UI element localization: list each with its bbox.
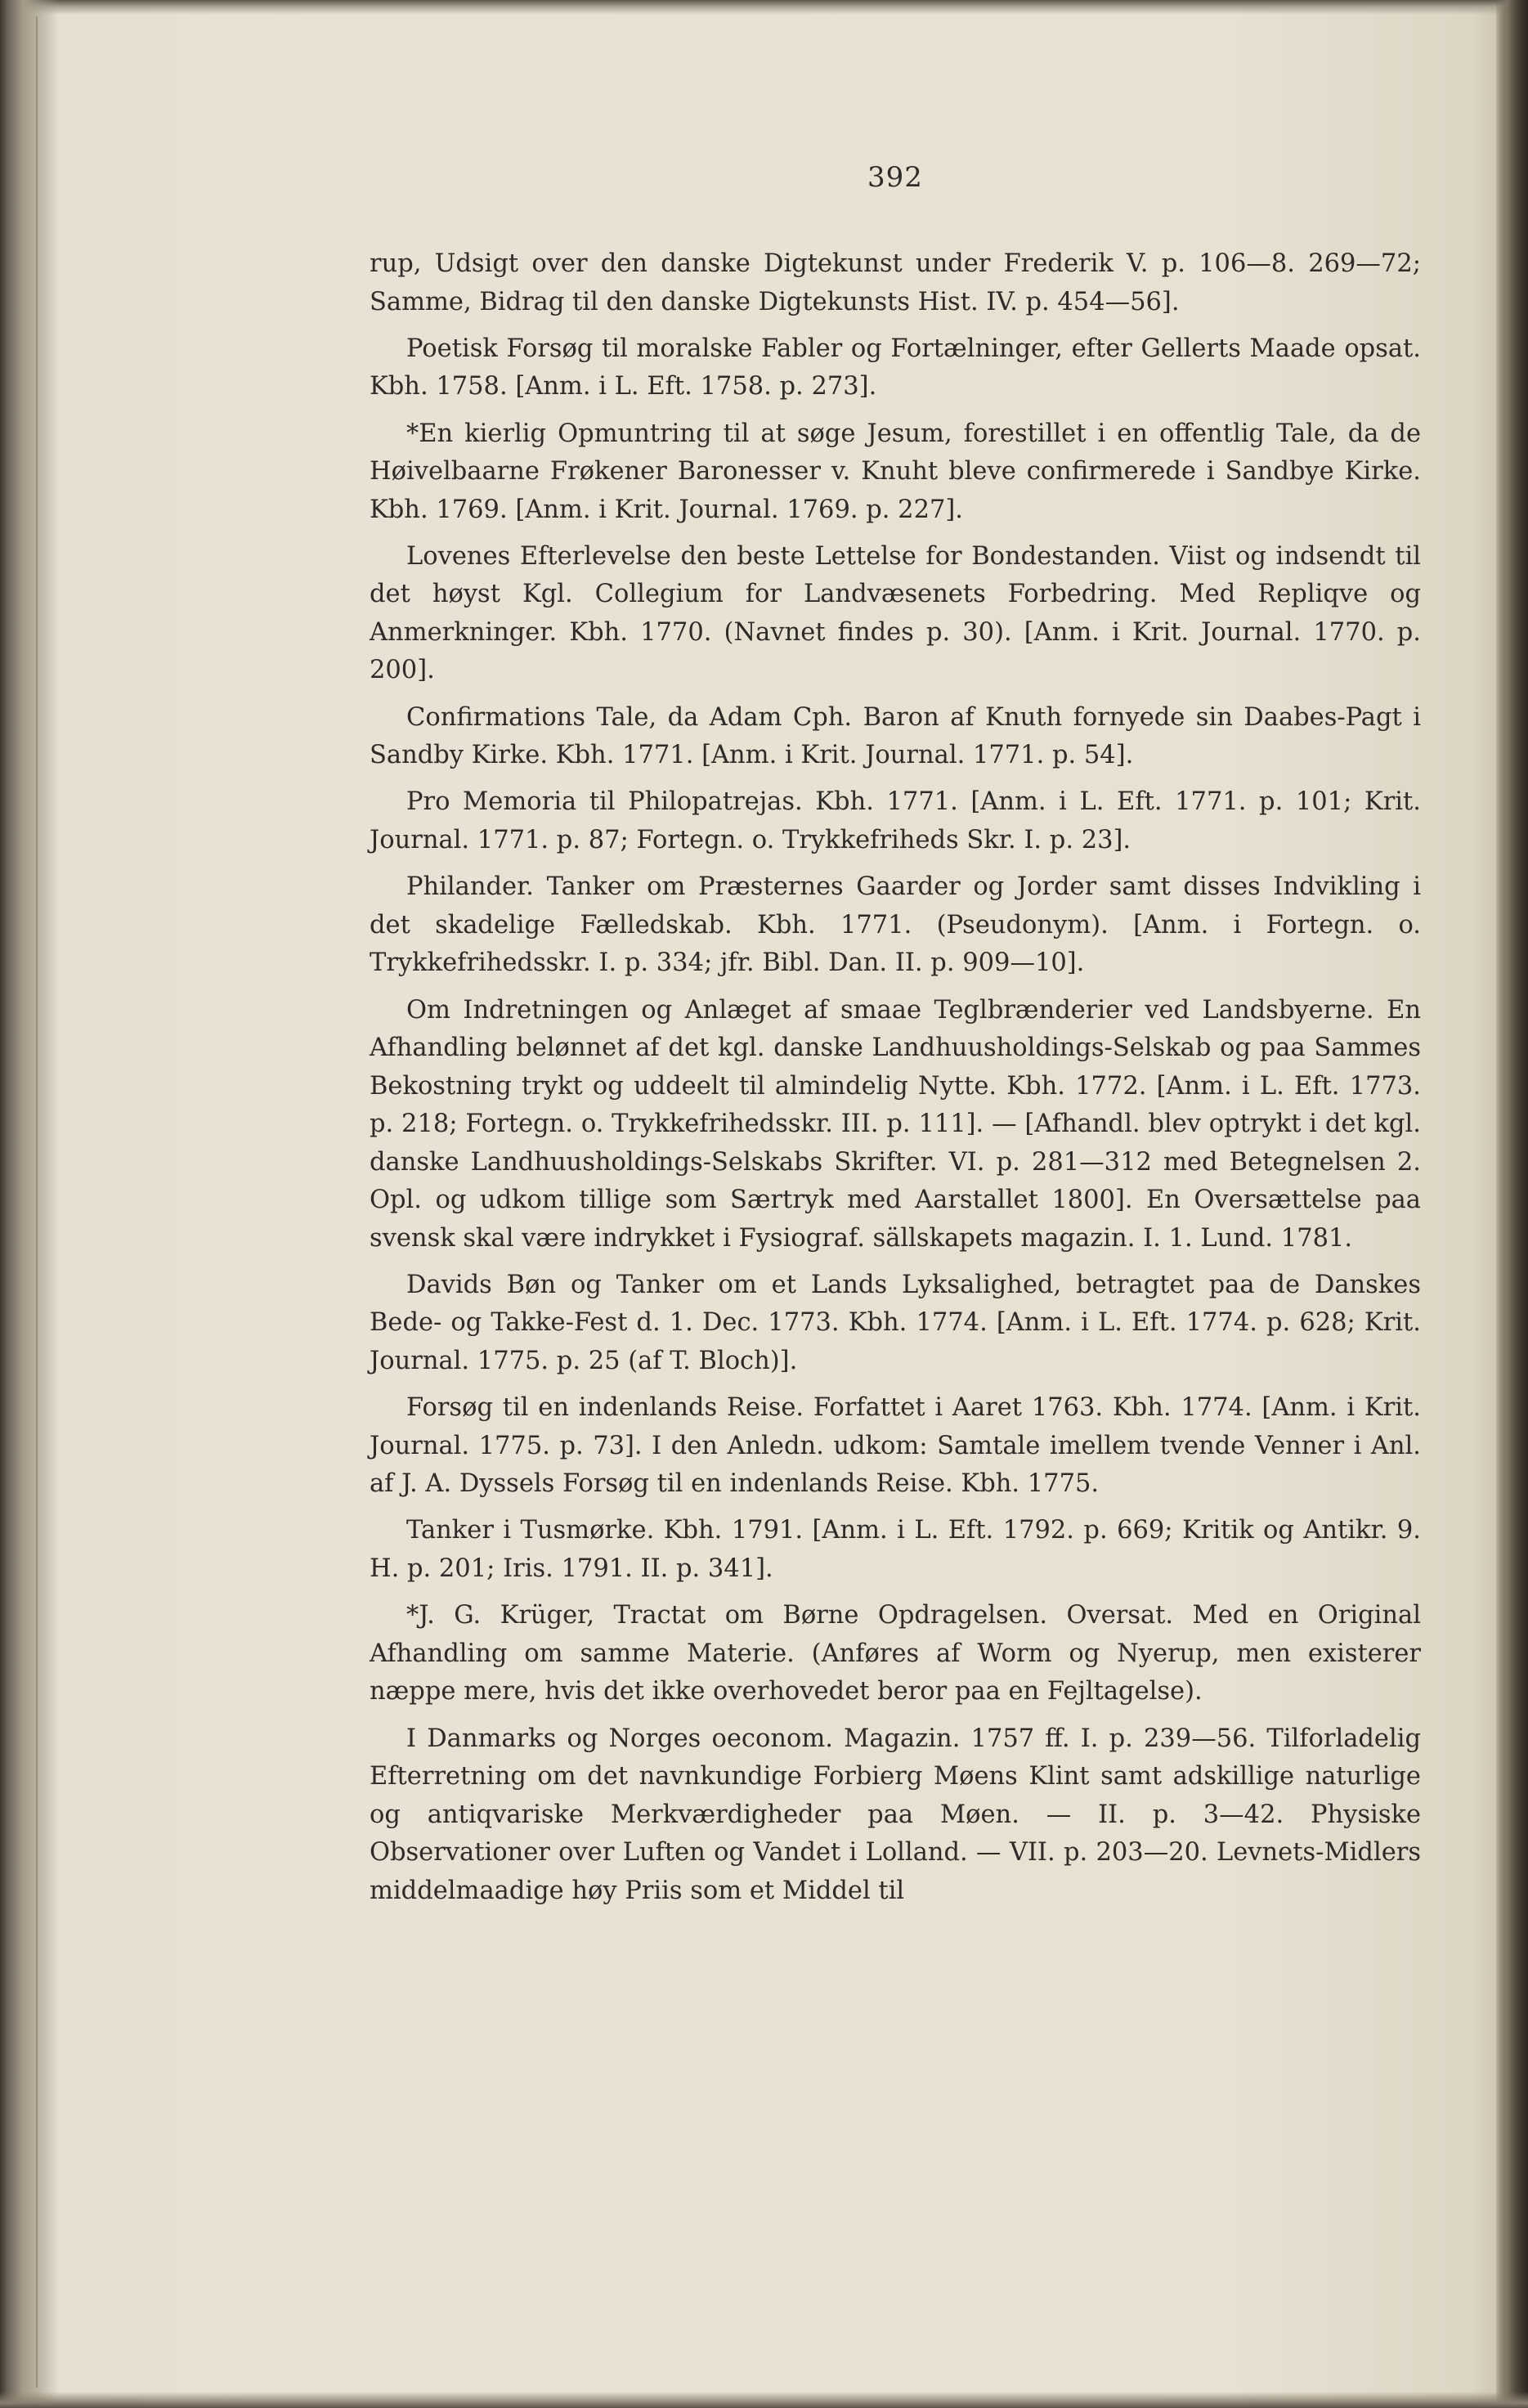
page-top-edge-shadow (0, 0, 1528, 15)
bibliography-entry: Pro Memoria til Philopatrejas. Kbh. 1771. [Anm. i L. Eft. 1771. p. 101; Krit. Journal. 1771. p. 87; Fortegn. o. Trykkefriheds Skr. I. p. 23]. (370, 787, 1421, 854)
bibliography-entry: Om Indretningen og Anlæget af smaae Teglbrænderier ved Landsbyerne. En Afhandling belønnet af det kgl. danske Landhuusholdings-Selskab og paa Sammes Bekostning trykt og uddeelt til almindelig Nytte. Kbh. 1772. [Anm. i L. Eft. 1773. p. 218; Fortegn. o. Trykkefrihedsskr. III. p. 111]. — [Afhandl. blev optrykt i det kgl. danske Landhuusholdings-Selskabs Skrifter. VI. p. 281—312 med Betegnelsen 2. Opl. og udkom tillige som Særtryk med Aarstallet 1800]. En Oversættelse paa svensk skal være indrykket i Fysiograf. sällskapets magazin. I. 1. Lund. 1781. (370, 995, 1421, 1253)
page-bottom-edge-shadow (0, 2392, 1528, 2408)
bibliography-entry: Forsøg til en indenlands Reise. Forfattet i Aaret 1763. Kbh. 1774. [Anm. i Krit. Journal. 1775. p. 73]. I den Anledn. udkom: Samtale imellem tvende Venner i Anl. af J. A. Dyssels Forsøg til en indenlands Reise. Kbh. 1775. (370, 1393, 1421, 1499)
bibliography-entry: Philander. Tanker om Præsternes Gaarder og Jorder samt disses Indvikling i det skadelige Fælledskab. Kbh. 1771. (Pseudonym). [Anm. i Fortegn. o. Trykkefrihedsskr. I. p. 334; jfr. Bibl. Dan. II. p. 909—10]. (370, 872, 1421, 978)
book-page-text (370, 159, 1421, 1919)
bibliography-entry: Davids Bøn og Tanker om et Lands Lyksalighed, betragtet paa de Danskes Bede- og Takke-Fest d. 1. Dec. 1773. Kbh. 1774. [Anm. i L. Eft. 1774. p. 628; Krit. Journal. 1775. p. 25 (af T. Bloch)]. (370, 1270, 1421, 1375)
bibliography-entry: Poetisk Forsøg til moralske Fabler og Fortælninger, efter Gellerts Maade opsat. Kbh. 1758. [Anm. i L. Eft. 1758. p. 273]. (370, 334, 1421, 401)
entry-continuation: rup, Udsigt over den danske Digtekunst under Frederik V. p. 106—8. 269—72; Samme, Bidrag til den danske Digtekunsts Hist. IV. p. 454—56]. (370, 249, 1421, 316)
page-number: 392 (867, 161, 923, 194)
bibliography-entry: I Danmarks og Norges oeconom. Magazin. 1757 ff. I. p. 239—56. Tilforladelig Efterretning om det navnkundige Forbierg Møens Klint samt adskillige naturlige og antiqvariske Merkværdigheder paa Møen. — II. p. 3—42. Physiske Observationer over Luften og Vandet i Lolland. — VII. p. 203—20. Levnets-Midlers middelmaadige høy Priis som et Middel til (370, 1724, 1421, 1905)
binding-crease-line (36, 16, 38, 2388)
bibliography-entry: *En kierlig Opmuntring til at søge Jesum, forestillet i en offentlig Tale, da de Høivelbaarne Frøkener Baronesser v. Knuht bleve confirmerede i Sandbye Kirke. Kbh. 1769. [Anm. i Krit. Journal. 1769. p. 227]. (370, 419, 1421, 524)
page-right-edge-shadow (1496, 0, 1528, 2408)
bibliography-entry: Lovenes Efterlevelse den beste Lettelse for Bondestanden. Viist og indsendt til det høyst Kgl. Collegium for Landvæsenets Forbedring. Med Repliqve og Anmerkninger. Kbh. 1770. (Navnet findes p. 30). [Anm. i Krit. Journal. 1770. p. 200]. (370, 541, 1421, 685)
bibliography-entry: Tanker i Tusmørke. Kbh. 1791. [Anm. i L. Eft. 1792. p. 669; Kritik og Antikr. 9. H. p. 201; Iris. 1791. II. p. 341]. (370, 1516, 1421, 1583)
bibliography-entry: Confirmations Tale, da Adam Cph. Baron af Knuth fornyede sin Daabes-Pagt i Sandby Kirke. Kbh. 1771. [Anm. i Krit. Journal. 1771. p. 54]. (370, 702, 1421, 770)
bibliography-entry: *J. G. Krüger, Tractat om Børne Opdragelsen. Oversat. Med en Original Afhandling om samme Materie. (Anføres af Worm og Nyerup, men existerer næppe mere, hvis det ikke overhovedet beror paa en Fejltagelse). (370, 1601, 1421, 1706)
book-gutter-shadow (0, 0, 59, 2408)
